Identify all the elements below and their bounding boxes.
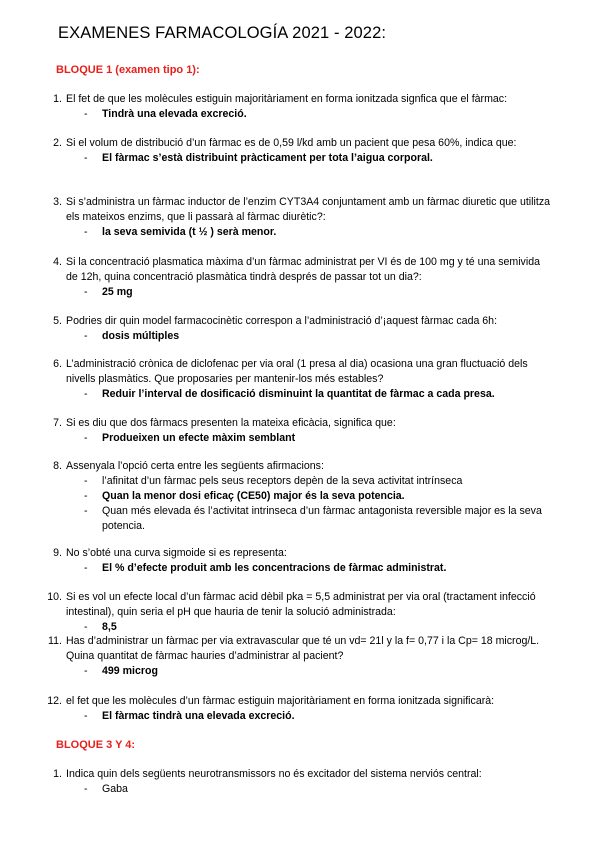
- answer-item: - Tindrà una elevada excreció.: [84, 108, 247, 121]
- question-item: [40, 255, 550, 300]
- question-item: [40, 459, 550, 534]
- question-number: 1.: [53, 768, 62, 780]
- question-number: 5.: [53, 315, 62, 327]
- question-item: [40, 416, 550, 446]
- answer-item: - 25 mg: [84, 286, 133, 299]
- answer-item: - dosis múltiples: [84, 330, 180, 343]
- answer-text: El fàrmac s’està distribuint pràcticament per tota l’aigua corporal.: [102, 152, 433, 165]
- answer-item: - Produeixen un efecte màxim semblant: [84, 432, 296, 445]
- question-text: Podries dir quin model farmacocinètic correspon a l’administració d’¡aquest fàrmac cada 6h:: [66, 315, 498, 327]
- page-title: EXAMENES FARMACOLOGÍA 2021 - 2022:: [58, 24, 387, 42]
- question-text: Indica quin dels següents neurotransmissors no és excitador del sistema nerviós central:: [66, 768, 482, 780]
- answer-text: dosis múltiples: [102, 330, 180, 343]
- answer-text: El % d’efecte produit amb les concentracions de fàrmac administrat.: [102, 562, 447, 575]
- answer-text: 25 mg: [102, 286, 133, 299]
- question-text: el fet que les molècules d’un fàrmac estiguin majoritàriament en forma ionitzada significarà:: [66, 695, 495, 707]
- section-heading-bloque-1: BLOQUE 1 (examen tipo 1):: [56, 64, 200, 76]
- question-text: Si es vol un efecte local d’un fàrmac acid dèbil pka = 5,5 administrat per via oral (tractament infecció intestinal), quin seria el pH que hauria de tenir la solució administrada:: [66, 591, 536, 619]
- question-text: Si el volum de distribució d’un fàrmac es de 0,59 l/kd amb un pacient que pesa 60%, indica que:: [66, 137, 517, 149]
- answer-text: Produeixen un efecte màxim semblant: [102, 432, 296, 445]
- answer-item: - la seva semivida (t ½ ) serà menor.: [84, 226, 277, 239]
- answer-text: Gaba: [102, 783, 128, 796]
- question-number: 9.: [53, 547, 62, 559]
- answer-item: - 499 microg: [84, 665, 158, 678]
- question-item: [40, 195, 550, 240]
- question-number: 2.: [53, 137, 62, 149]
- question-item: [40, 92, 550, 122]
- question-number: 6.: [53, 358, 62, 370]
- answer-text: Quan la menor dosi eficaç (CE50) major és la seva potencia.: [102, 490, 405, 503]
- question-number: 3.: [53, 196, 62, 208]
- question-number: 8.: [53, 460, 62, 472]
- question-text: El fet de que les molècules estiguin majoritàriament en forma ionitzada signfica que el fàrmac:: [66, 93, 508, 105]
- answer-text: El fàrmac tindrà una elevada excreció.: [102, 710, 295, 723]
- answer-text: Reduir l’interval de dosificació disminuint la quantitat de fàrmac a cada presa.: [102, 388, 495, 401]
- answer-item: - 8,5: [84, 621, 117, 634]
- answer-text: 499 microg: [102, 665, 158, 678]
- question-number: 1.: [53, 93, 62, 105]
- question-text: Assenyala l’opció certa entre les següents afirmacions:: [66, 460, 324, 472]
- question-text: No s’obté una curva sigmoide si es representa:: [66, 547, 287, 559]
- question-number: 7.: [53, 417, 62, 429]
- answer-item: - Reduir l’interval de dosificació disminuint la quantitat de fàrmac a cada presa.: [84, 388, 495, 401]
- question-number: 10.: [47, 591, 62, 603]
- answer-item: - Quan més elevada és l’activitat intrinseca d’un fàrmac antagonista reversible major es la seva potencia.: [84, 505, 542, 533]
- answer-item: - Quan la menor dosi eficaç (CE50) major és la seva potencia.: [84, 490, 405, 503]
- question-text: Si s’administra un fàrmac inductor de l’enzim CYT3A4 conjuntament amb un fàrmac diuretic que utilitza els mateixos enzims, que li passarà al fàrmac diurètic?:: [66, 196, 551, 224]
- answer-item: - El fàrmac tindrà una elevada excreció.: [84, 710, 295, 723]
- answer-item: - l’afinitat d’un fàrmac pels seus receptors depèn de la seva activitat intrínseca: [84, 475, 463, 488]
- question-number: 12.: [47, 695, 62, 707]
- answer-text: l’afinitat d’un fàrmac pels seus receptors depèn de la seva activitat intrínseca: [102, 475, 463, 488]
- answer-item: - Gaba: [84, 783, 128, 796]
- question-number: 4.: [53, 256, 62, 268]
- question-item: [40, 767, 550, 797]
- answer-item: - El fàrmac s’està distribuint pràcticament per tota l’aigua corporal.: [84, 152, 433, 165]
- question-text: L’administració crònica de diclofenac per via oral (1 presa al dia) ocasiona una gran fluctuació dels nivells plasmàtics. Que proposaries per mantenir-los més estables?: [66, 358, 528, 386]
- question-text: Si la concentració plasmatica màxima d’un fàrmac administrat per VI és de 100 mg y té una semivida de 12h, quina concentració plasmàtica tindrà després de passar tot un dia?:: [66, 256, 540, 284]
- question-item: [40, 590, 550, 635]
- answer-item: - El % d’efecte produit amb les concentracions de fàrmac administrat.: [84, 562, 447, 575]
- question-item: [40, 314, 550, 344]
- question-item: [40, 546, 550, 576]
- answer-text: Tindrà una elevada excreció.: [102, 108, 247, 121]
- question-text: Has d’administrar un fàrmac per via extravascular que té un vd= 21l y la f= 0,77 i la Cp= 18 microg/L. Quina quantitat de fàrmac hauries d’administrar al pacient?: [66, 635, 540, 663]
- question-item: [40, 634, 550, 679]
- answer-text: Quan més elevada és l’activitat intrinseca d’un fàrmac antagonista reversible major es la seva potencia.: [102, 505, 542, 533]
- question-item: [40, 357, 550, 402]
- answer-text: 8,5: [102, 621, 117, 634]
- question-number: 11.: [48, 635, 62, 647]
- answer-text: la seva semivida (t ½ ) serà menor.: [102, 226, 277, 239]
- question-text: Si es diu que dos fàrmacs presenten la mateixa eficàcia, significa que:: [66, 417, 396, 429]
- section-heading-bloque-3-4: BLOQUE 3 Y 4:: [56, 739, 136, 751]
- question-item: [40, 136, 550, 166]
- question-item: [40, 694, 550, 724]
